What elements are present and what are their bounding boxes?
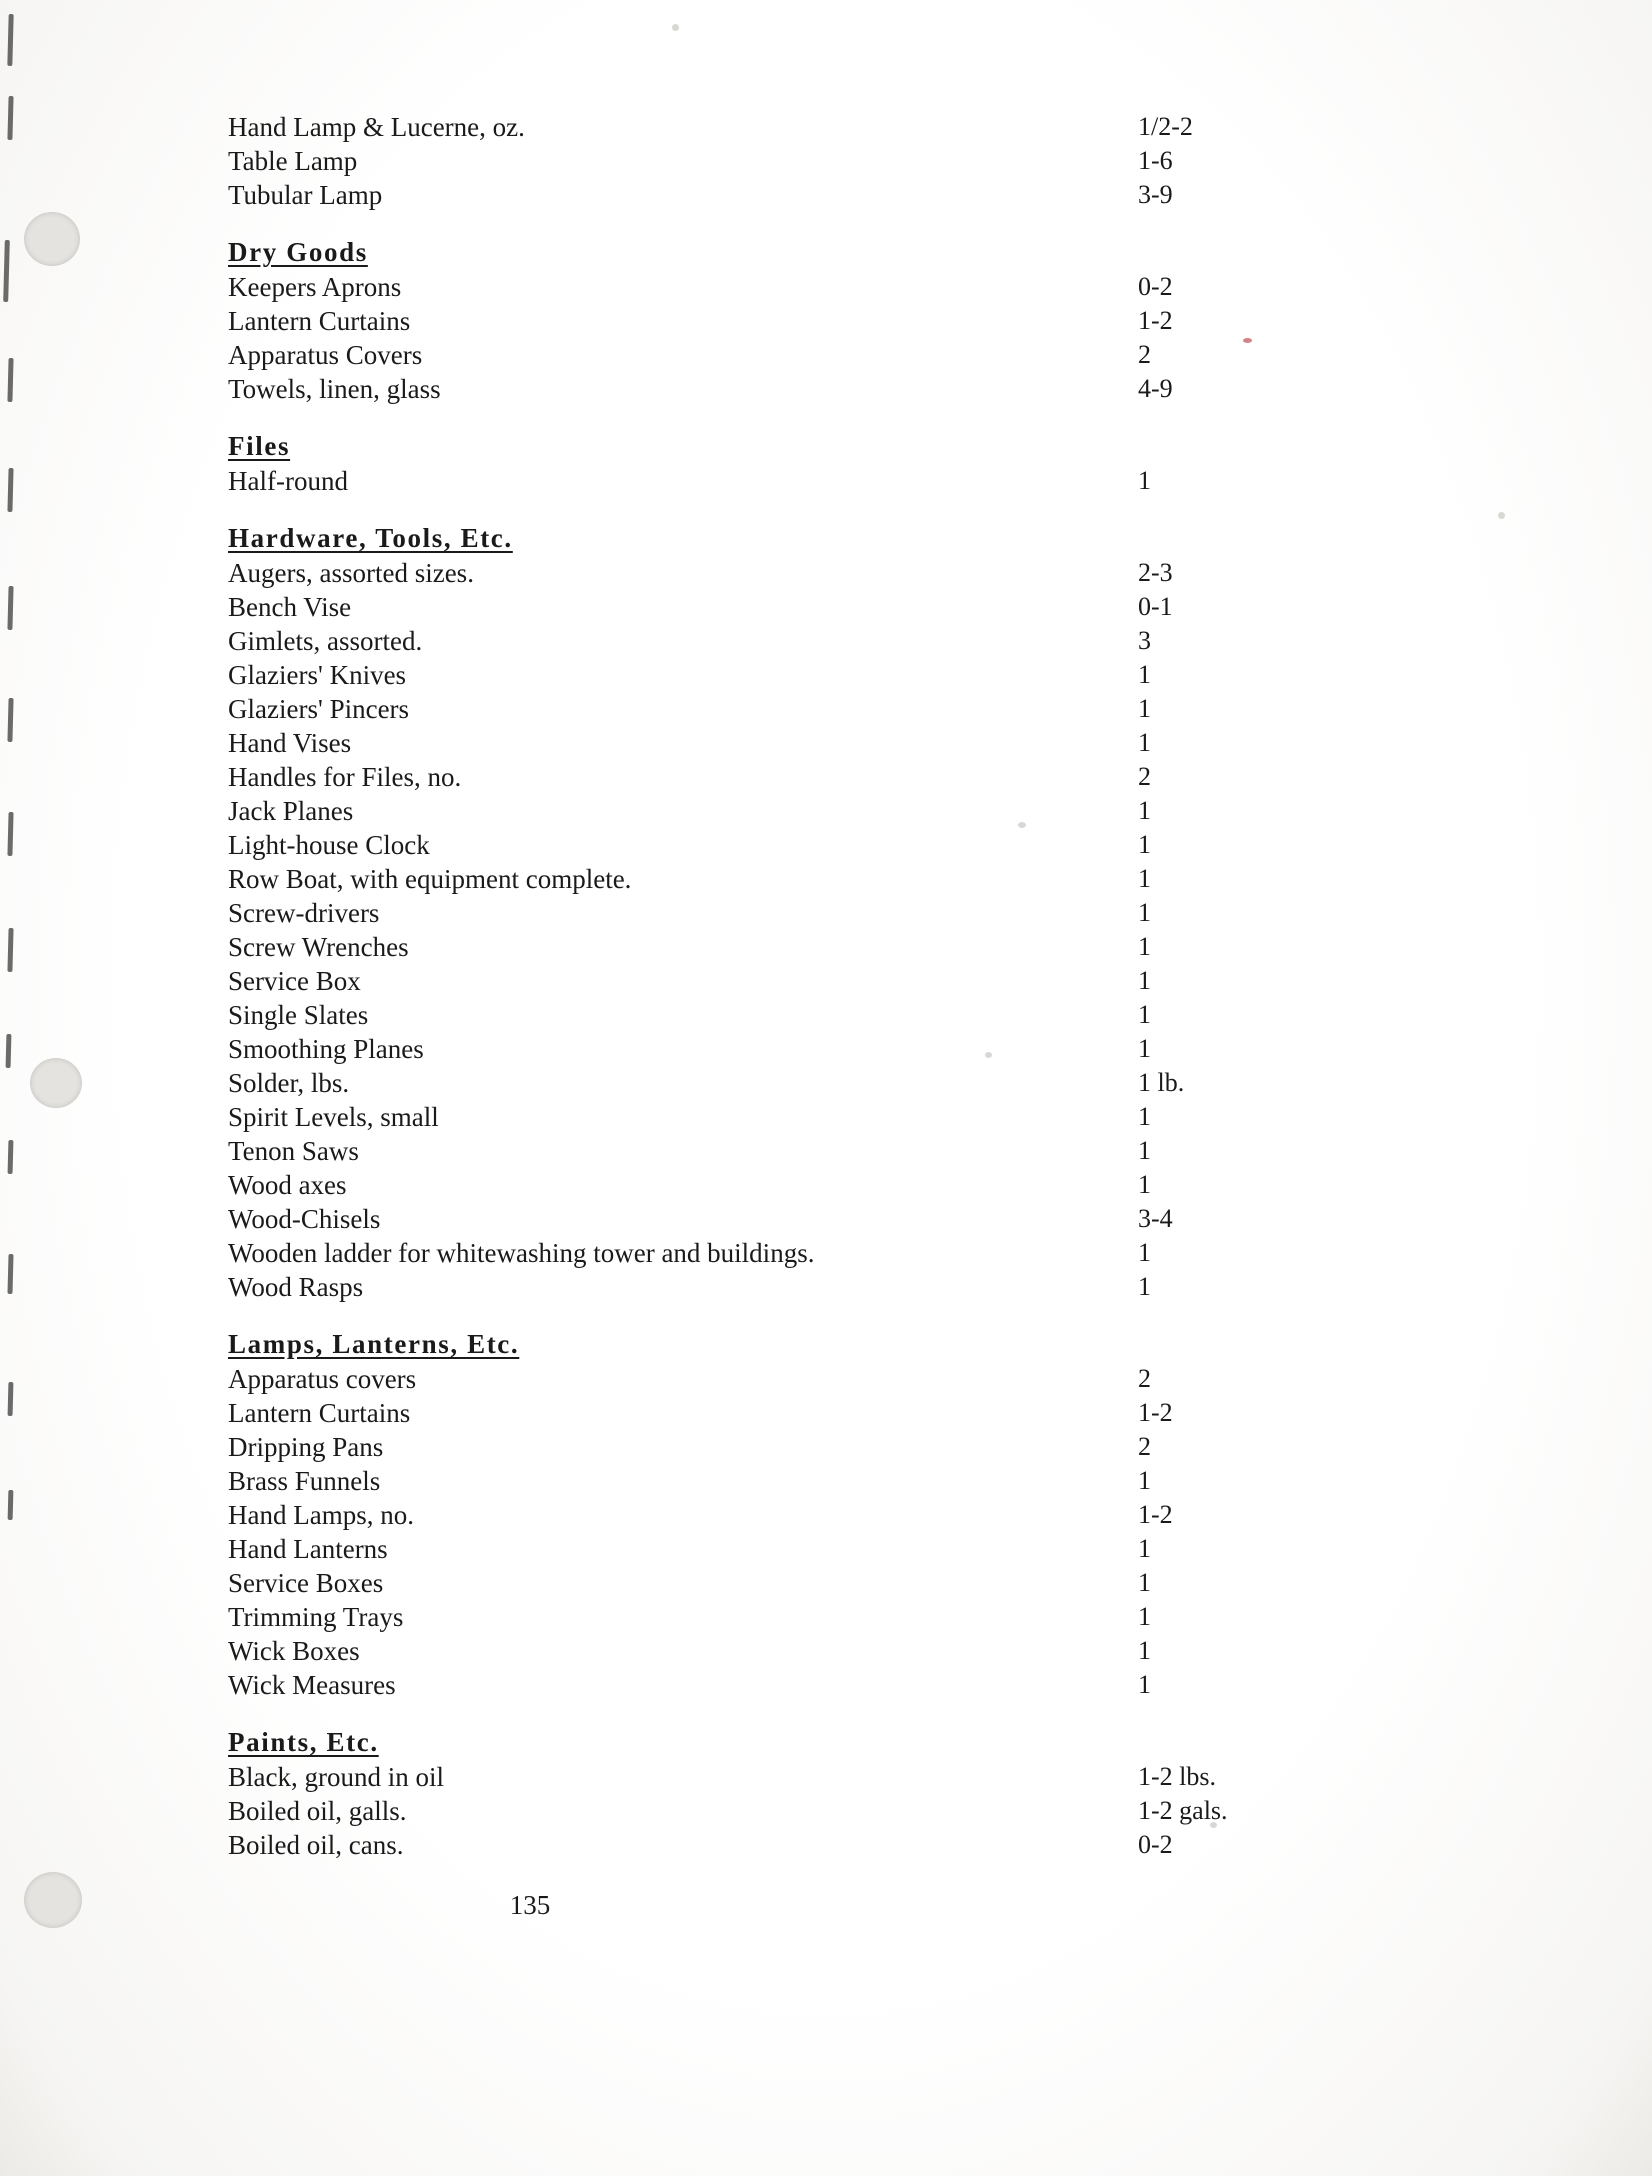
item-label: Smoothing Planes [228,1034,424,1064]
item-quantity: 0-1 [1138,592,1173,621]
item-quantity: 1 [1138,1136,1151,1165]
binder-tick [7,358,13,402]
section-spacer [228,498,1288,520]
item-quantity: 2 [1138,1364,1151,1393]
inventory-row [228,1566,1288,1600]
inventory-row [228,110,1288,144]
scan-speck [1498,512,1505,519]
item-quantity: 0-2 [1138,1830,1173,1859]
inventory-row [228,1202,1288,1236]
binder-tick [7,698,13,742]
item-quantity: 1 [1138,1238,1151,1267]
inventory-row [228,828,1288,862]
item-label: Glaziers' Knives [228,660,407,690]
item-quantity: 1 [1138,1466,1151,1495]
section-spacer [228,212,1288,234]
inventory-row [228,1668,1288,1702]
item-label: Wick Boxes [228,1636,360,1666]
inventory-row [228,896,1288,930]
binder-tick [7,586,13,630]
item-quantity: 1 [1138,1272,1151,1301]
inventory-row [228,1134,1288,1168]
item-quantity: 1 [1138,1102,1151,1131]
item-quantity: 1 [1138,966,1151,995]
item-label: Row Boat, with equipment complete. [228,864,632,894]
inventory-row [228,1236,1288,1270]
item-label: Wick Measures [228,1670,396,1700]
item-quantity: 1 [1138,694,1151,723]
item-label: Wood axes [228,1170,347,1200]
item-label: Wood-Chisels [228,1204,381,1234]
inventory-row [228,760,1288,794]
binder-tick [8,1490,14,1520]
item-quantity: 1-2 [1138,306,1173,335]
item-label: Tenon Saws [228,1136,359,1166]
inventory-row [228,964,1288,998]
item-label: Spirit Levels, small [228,1102,439,1132]
inventory-row [228,794,1288,828]
item-label: Tubular Lamp [228,180,383,210]
item-quantity: 3 [1138,626,1151,655]
item-label: Trimming Trays [228,1602,404,1632]
inventory-row [228,1634,1288,1668]
binder-tick [8,1140,14,1174]
item-label: Screw Wrenches [228,932,409,962]
inventory-row [228,692,1288,726]
item-label: Black, ground in oil [228,1762,444,1792]
item-quantity: 1 [1138,1568,1151,1597]
punch-hole [24,212,80,266]
item-label: Solder, lbs. [228,1068,350,1098]
section-heading: Hardware, Tools, Etc. [228,523,513,553]
inventory-row [228,338,1288,372]
item-quantity: 1-2 gals. [1138,1796,1228,1825]
item-quantity: 1 [1138,1000,1151,1029]
item-quantity: 1 [1138,728,1151,757]
item-label: Brass Funnels [228,1466,381,1496]
inventory-row [228,590,1288,624]
inventory-row [228,1270,1288,1304]
item-quantity: 1 [1138,932,1151,961]
inventory-row [228,464,1288,498]
item-quantity: 1 lb. [1138,1068,1185,1097]
section-spacer [228,1702,1288,1724]
binder-tick [7,14,13,66]
item-quantity: 1-6 [1138,146,1173,175]
inventory-row [228,1100,1288,1134]
item-label: Service Box [228,966,361,996]
item-quantity: 1 [1138,898,1151,927]
inventory-row [228,624,1288,658]
item-label: Light-house Clock [228,830,430,860]
item-label: Handles for Files, no. [228,762,462,792]
item-label: Apparatus Covers [228,340,423,370]
inventory-row [228,1430,1288,1464]
item-label: Boiled oil, galls. [228,1796,407,1826]
inventory-row [228,1362,1288,1396]
inventory-row [228,556,1288,590]
item-quantity: 3-4 [1138,1204,1173,1233]
binder-tick [7,928,13,972]
inventory-row [228,372,1288,406]
section-heading: Paints, Etc. [228,1727,379,1757]
inventory-row [228,862,1288,896]
inventory-row [228,930,1288,964]
item-quantity: 1 [1138,1534,1151,1563]
inventory-row [228,144,1288,178]
item-label: Wood Rasps [228,1272,364,1302]
binder-tick [7,468,13,512]
item-label: Hand Lamps, no. [228,1500,414,1530]
inventory-row [228,1464,1288,1498]
item-quantity: 1 [1138,1636,1151,1665]
inventory-row [228,178,1288,212]
item-quantity: 1 [1138,1670,1151,1699]
item-quantity: 1 [1138,466,1151,495]
inventory-row [228,270,1288,304]
inventory-row [228,1532,1288,1566]
section-heading: Dry Goods [228,237,368,267]
binder-tick [7,96,13,140]
inventory-row [228,304,1288,338]
binder-tick [7,1254,13,1294]
page-number: 135 [509,1890,551,1920]
inventory-row [228,1794,1288,1828]
inventory-row [228,1760,1288,1794]
item-label: Table Lamp [228,146,358,176]
item-label: Boiled oil, cans. [228,1830,404,1860]
item-quantity: 1 [1138,796,1151,825]
item-label: Keepers Aprons [228,272,402,302]
inventory-row [228,998,1288,1032]
item-label: Bench Vise [228,592,352,622]
inventory-row [228,1600,1288,1634]
item-label: Glaziers' Pincers [228,694,410,724]
item-quantity: 1 [1138,1602,1151,1631]
item-quantity: 2 [1138,762,1151,791]
item-label: Screw-drivers [228,898,380,928]
item-label: Service Boxes [228,1568,384,1598]
punch-hole [30,1058,82,1108]
item-quantity: 4-9 [1138,374,1173,403]
item-quantity: 1 [1138,1034,1151,1063]
section-spacer [228,406,1288,428]
binder-tick [7,812,13,856]
inventory-row [228,1066,1288,1100]
item-quantity: 1 [1138,830,1151,859]
item-label: Single Slates [228,1000,369,1030]
item-quantity: 1-2 [1138,1398,1173,1427]
inventory-row [228,1032,1288,1066]
item-label: Augers, assorted sizes. [228,558,474,588]
inventory-row [228,1828,1288,1862]
item-quantity: 2-3 [1138,558,1173,587]
item-label: Half-round [228,466,348,496]
section-spacer [228,1304,1288,1326]
item-quantity: 2 [1138,1432,1151,1461]
item-quantity: 1 [1138,1170,1151,1199]
section-heading: Lamps, Lanterns, Etc. [228,1329,520,1359]
item-label: Lantern Curtains [228,306,411,336]
item-label: Wooden ladder for whitewashing tower and buildings. [228,1238,815,1268]
inventory-list [228,110,1288,1862]
inventory-row [228,1498,1288,1532]
item-label: Apparatus covers [228,1364,417,1394]
item-label: Gimlets, assorted. [228,626,423,656]
item-quantity: 1/2-2 [1138,112,1193,141]
inventory-row [228,1168,1288,1202]
item-quantity: 3-9 [1138,180,1173,209]
item-label: Towels, linen, glass [228,374,441,404]
binder-tick [6,1034,12,1068]
item-quantity: 1 [1138,864,1151,893]
binder-edge-artifacts [0,0,120,2176]
inventory-row [228,658,1288,692]
item-label: Lantern Curtains [228,1398,411,1428]
item-quantity: 1-2 [1138,1500,1173,1529]
item-label: Dripping Pans [228,1432,384,1462]
item-quantity: 0-2 [1138,272,1173,301]
binder-tick [3,240,10,302]
section-heading: Files [228,431,291,461]
item-quantity: 1-2 lbs. [1138,1762,1216,1791]
scan-speck [672,24,679,31]
item-quantity: 2 [1138,340,1151,369]
inventory-row [228,1396,1288,1430]
inventory-row [228,726,1288,760]
item-label: Hand Vises [228,728,352,758]
item-label: Hand Lanterns [228,1534,388,1564]
binder-tick [8,1382,14,1416]
item-label: Jack Planes [228,796,354,826]
item-label: Hand Lamp & Lucerne, oz. [228,112,525,142]
item-quantity: 1 [1138,660,1151,689]
